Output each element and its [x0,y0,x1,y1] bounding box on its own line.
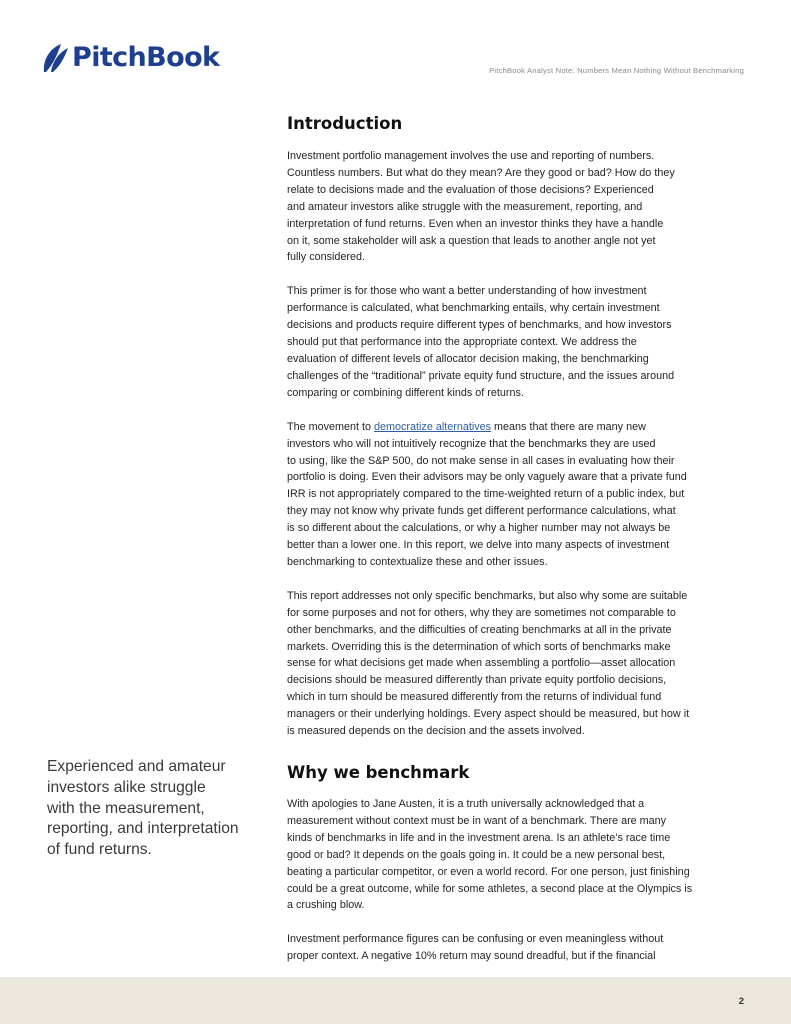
text-line: a crushing blow. [287,899,365,912]
text-line: which in turn should be measured differently from the returns of individual fund [287,691,662,704]
pull-quote-line: reporting, and interpretation [47,820,239,838]
text-line: investors who will not intuitively recognize that the benchmarks they are used [287,437,656,450]
text-line: interpretation of fund returns. Even when an investor thinks they have a handle [287,217,664,230]
intro-paragraph-1 [287,148,747,266]
text-line: good or bad? It depends on the goals going in. It could be a new personal best, [287,848,666,861]
pitchbook-logo [40,42,219,74]
text-fragment: means that there are many new [491,420,646,433]
pull-quote-line: Experienced and amateur [47,758,226,775]
text-line: This report addresses not only specific benchmarks, but also why some are suitable [287,589,688,602]
democratize-alternatives-link[interactable]: democratize alternatives [374,420,492,433]
text-line: Investment performance figures can be confusing or even meaningless without [287,933,664,946]
text-line: is so different about the calculations, or why a higher number may not always be [287,522,671,535]
text-line: decisions and products require different types of benchmarks, and how investors [287,319,672,332]
text-line: challenges of the “traditional” private equity fund structure, and the issues around [287,369,675,382]
main-content [287,113,747,965]
why-paragraph-2 [287,931,747,965]
text-line: fully considered. [287,251,366,264]
text-line: and amateur investors alike struggle with the measurement, reporting, and [287,200,643,213]
pull-quote [47,757,272,861]
intro-heading: Introduction [287,114,403,133]
header-note: PitchBook Analyst Note: Numbers Mean Nothing Without Benchmarking [489,66,744,75]
text-line: With apologies to Jane Austen, it is a truth universally acknowledged that a [287,798,645,810]
text-line: comparing or combining different kinds of returns. [287,386,524,399]
text-line [287,419,747,436]
text-line: decisions should be measured differently than private equity portfolio decisions, [287,674,667,687]
text-line: This primer is for those who want a better understanding of how investment [287,285,647,298]
text-line: to using, like the S&P 500, do not make sense in all cases in evaluating how their [287,454,675,467]
text-line: benchmarking to contextualize these and other issues. [287,555,548,568]
text-line: proper context. A negative 10% return may sound dreadful, but if the financial [287,950,656,963]
text-line: on it, some stakeholder will ask a question that leads to another angle not yet [287,234,656,247]
text-line: they may not know why private funds get different performance calculations, what [287,505,676,518]
intro-paragraph-4 [287,588,747,740]
text-line: IRR is not appropriately compared to the time-weighted return of a public index, but [287,488,685,501]
logo-text: PitchBook [72,42,220,73]
text-line: Countless numbers. But what do they mean? Are they good or bad? How do they [287,166,675,179]
text-line: is measured depends on the decision and the assets involved. [287,725,585,738]
why-we-benchmark-heading: Why we benchmark [287,763,470,782]
pull-quote-line: with the measurement, [47,799,205,817]
pull-quote-line: investors alike struggle [47,778,206,796]
text-line: better than a lower one. In this report, we delve into many aspects of investment [287,539,670,552]
page-footer [0,977,791,1024]
text-line: performance is calculated, what benchmarking entails, why certain investment [287,302,660,315]
text-line: Investment portfolio management involves the use and reporting of numbers. [287,150,655,162]
text-line: could be a great outcome, while for some athletes, a second place at the Olympics is [287,882,693,895]
text-line: portfolio is doing. Even their advisors may be only vaguely aware that a private fund [287,471,687,484]
page-number: 2 [738,996,744,1007]
text-line: evaluation of different levels of allocator decision making, the benchmarking [287,352,649,365]
text-line: measurement without context must be in want of a benchmark. There are many [287,814,667,827]
pull-quote-line: of fund returns. [47,841,152,859]
intro-paragraph-2 [287,283,747,401]
text-line: beating a particular competitor, or even a world record. For one person, just finishing [287,865,690,878]
text-line: for some purposes and not for others, why they are sometimes not comparable to [287,606,676,619]
intro-paragraph-3 [287,419,747,571]
text-line: sense for what decisions get made when assembling a portfolio—asset allocation [287,657,676,670]
pitchbook-leaf-icon [40,42,70,74]
text-line: relate to decisions made and the evaluation of those decisions? Experienced [287,183,654,196]
text-line: markets. Overriding this is the determination of which sorts of benchmarks make [287,640,671,653]
text-line: should put that performance into the appropriate context. We address the [287,336,637,349]
why-paragraph-1 [287,796,747,914]
text-line: kinds of benchmarks in life and in the investment arena. Is an athlete’s race time [287,831,671,844]
text-line: managers or their underlying holdings. Every aspect should be measured, but how it [287,708,690,721]
text-line: other benchmarks, and the difficulties of creating benchmarks at all in the private [287,623,672,636]
text-fragment: The movement to [287,420,375,433]
